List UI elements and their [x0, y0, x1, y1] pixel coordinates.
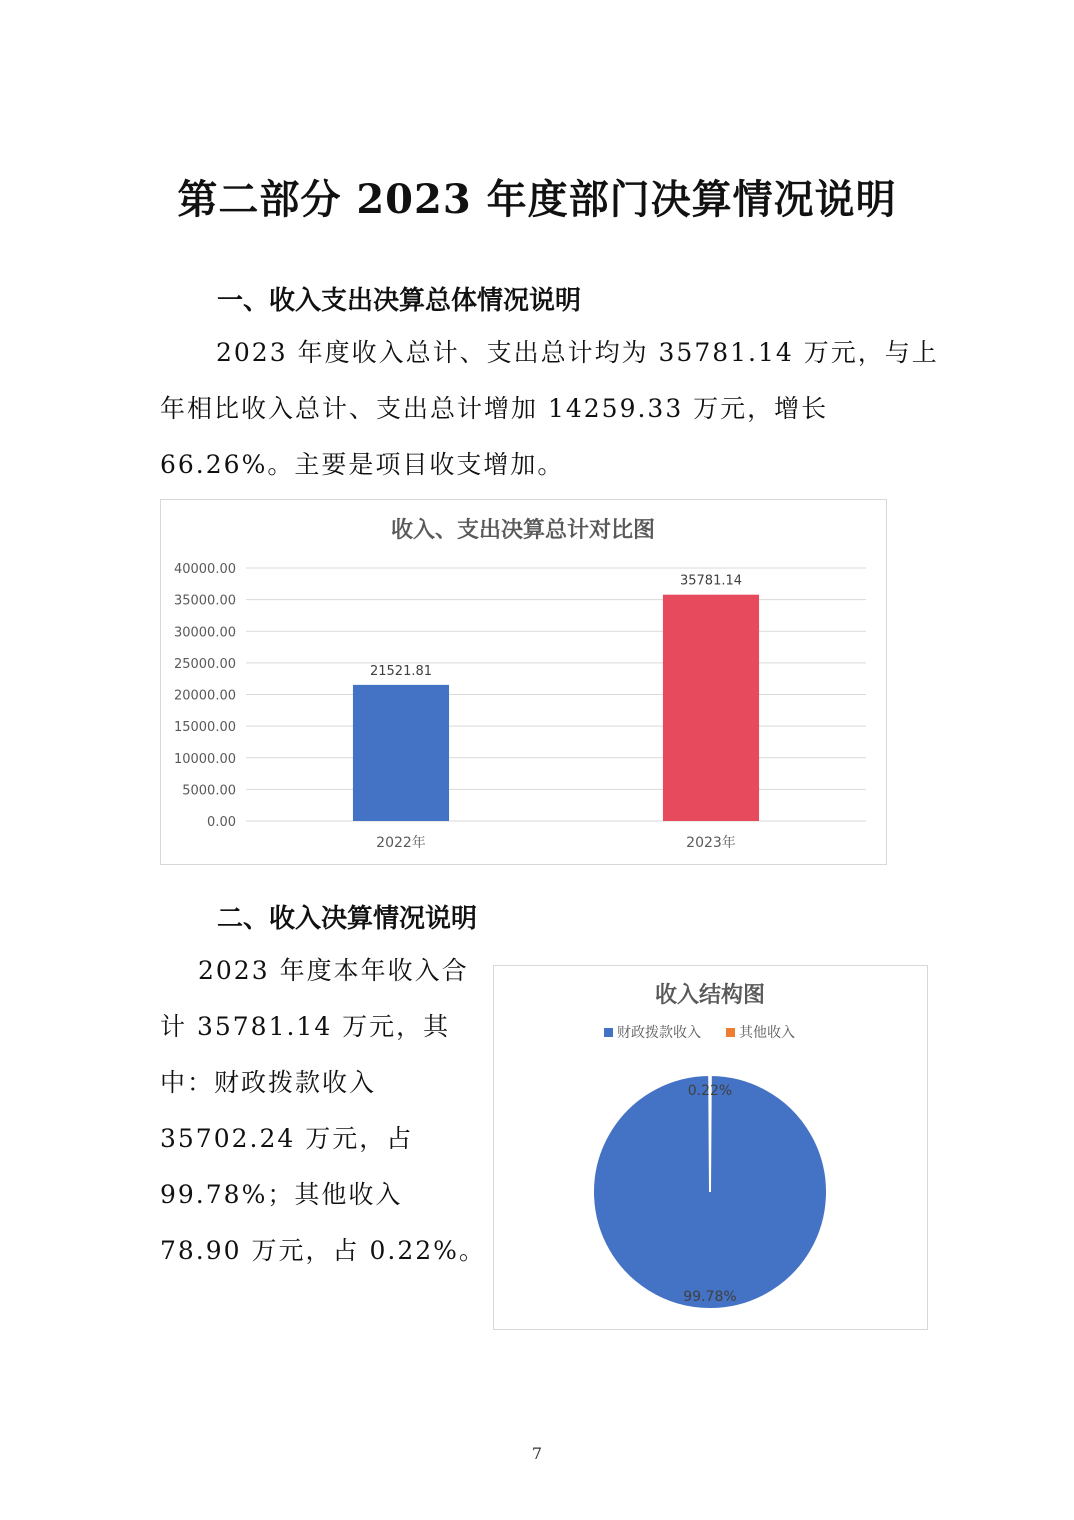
bar-chart-bar — [663, 595, 759, 821]
bar-chart-title: 收入、支出决算总计对比图 — [390, 518, 656, 543]
bar-chart-y-tick-label: 5000.00 — [182, 783, 236, 799]
income-paragraph-text: 2023 年度本年收入合计 35781.14 万元，其中：财政拨款收入 35702.24 万元，占 99.78%；其他收入 78.90 万元，占 0.22%。 — [160, 956, 486, 1265]
pie-data-label: 0.22% — [687, 1083, 733, 1099]
pie-chart-title: 收入结构图 — [654, 983, 766, 1008]
bar-chart-y-tick-label: 0.00 — [207, 815, 236, 830]
pie-legend-label: 其他收入 — [739, 1025, 795, 1041]
bar-chart-y-tick-label: 10000.00 — [173, 751, 236, 767]
pie-data-label: 99.78% — [683, 1289, 737, 1305]
bar-chart-y-tick-label: 40000.00 — [173, 562, 236, 577]
pie-legend-label: 财政拨款收入 — [617, 1025, 701, 1041]
bar-chart-container — [160, 499, 887, 865]
income-paragraph — [160, 943, 490, 1279]
bar-chart-data-label: 21521.81 — [369, 663, 433, 679]
bar-chart-y-tick-label: 25000.00 — [173, 656, 236, 672]
bar-chart-x-tick-label: 2022年 — [376, 835, 426, 851]
bar-chart-y-tick-label: 15000.00 — [173, 720, 236, 736]
bar-chart-data-label: 35781.14 — [679, 573, 743, 589]
bar-chart-x-tick-label: 2023年 — [686, 835, 736, 851]
pie-slice — [593, 1075, 827, 1309]
page-title: 第二部分 2023 年度部门决算情况说明 — [177, 176, 897, 223]
pie-chart-container — [493, 965, 928, 1330]
section-heading-income-expense-overview: 一、收入支出决算总体情况说明 — [217, 286, 582, 316]
bar-chart-bar — [353, 685, 449, 821]
bar-chart-y-tick-label: 35000.00 — [173, 593, 236, 609]
overview-paragraph — [160, 325, 940, 493]
bar-chart-y-tick-label: 30000.00 — [173, 625, 236, 641]
pie-chart — [494, 966, 927, 1329]
bar-chart-y-tick-label: 20000.00 — [173, 688, 236, 704]
pie-legend-swatch — [726, 1028, 735, 1037]
section-heading-income: 二、收入决算情况说明 — [217, 904, 478, 934]
pie-legend-swatch — [604, 1028, 613, 1037]
bar-chart — [161, 500, 886, 864]
overview-paragraph-text: 2023 年度收入总计、支出总计均为 35781.14 万元，与上年相比收入总计、支出总计增加 14259.33 万元，增长 66.26%。主要是项目收支增加。 — [160, 338, 939, 479]
page-number: 7 — [531, 1444, 543, 1463]
